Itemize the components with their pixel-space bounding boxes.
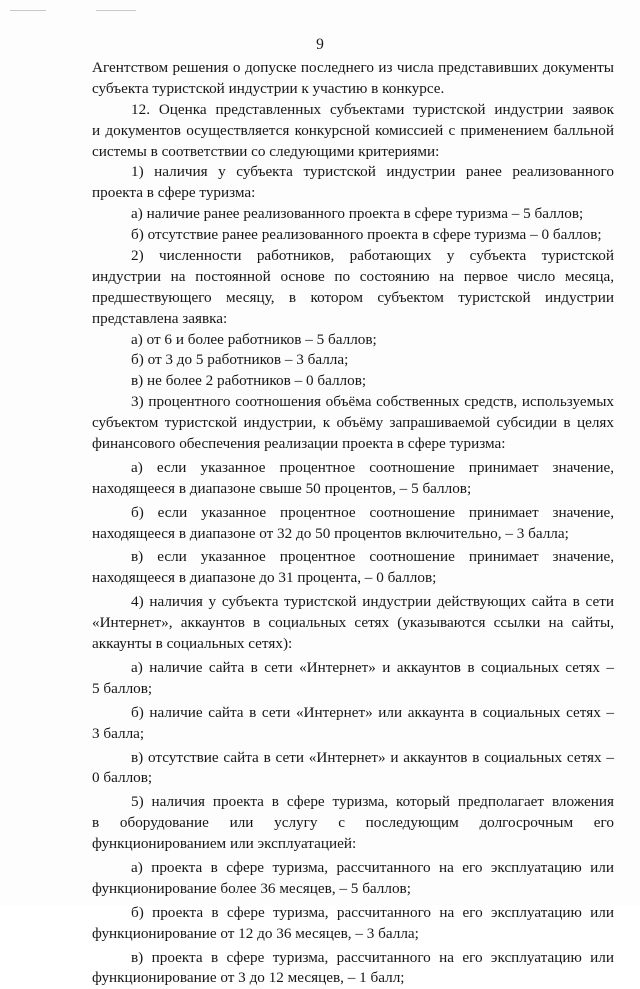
text-line: 5) наличия проекта в сфере туризма, который предполагает вложения bbox=[131, 793, 614, 811]
text-line: субъектом туристской индустрии, к объёму запрашиваемой субсидии в целях bbox=[92, 414, 614, 432]
text-line: функционирование от 3 до 12 месяцев, – 1 балл; bbox=[92, 969, 405, 987]
text-line: в) проекта в сфере туризма, рассчитанного на его эксплуатацию или bbox=[131, 948, 614, 966]
text-line: находящееся в диапазоне от 32 до 50 процентов включительно, – 3 балла; bbox=[92, 524, 569, 542]
text-line: индустрии на постоянной основе по состоянию на первое число месяца, bbox=[92, 267, 614, 285]
document-body bbox=[92, 58, 614, 989]
text-line: 0 баллов; bbox=[92, 769, 153, 787]
text-line: 1) наличия у субъекта туристской индустрии ранее реализованного bbox=[131, 163, 614, 181]
text-line: 3) процентного соотношения объёма собственных средств, используемых bbox=[131, 393, 614, 411]
text-line: аккаунты в социальных сетях): bbox=[92, 635, 293, 653]
text-line: в) не более 2 работников – 0 баллов; bbox=[131, 372, 367, 390]
text-line: б) если указанное процентное соотношение принимает значение, bbox=[131, 503, 614, 521]
text-line: б) отсутствие ранее реализованного проекта в сфере туризма – 0 баллов; bbox=[131, 226, 602, 244]
text-line: в) отсутствие сайта в сети «Интернет» и аккаунтов в социальных сетях – bbox=[131, 748, 614, 766]
text-line: а) наличие сайта в сети «Интернет» и аккаунтов в социальных сетях – bbox=[131, 658, 614, 676]
text-line: функционированием или эксплуатацией: bbox=[92, 835, 357, 853]
text-line: 3 балла; bbox=[92, 724, 145, 742]
text-line: а) наличие ранее реализованного проекта в сфере туризма – 5 баллов; bbox=[131, 205, 584, 223]
text-line: проекта в сфере туризма: bbox=[92, 184, 256, 202]
text-line: функционирование более 36 месяцев, – 5 баллов; bbox=[92, 879, 411, 897]
text-line: б) от 3 до 5 работников – 3 балла; bbox=[131, 351, 349, 369]
text-line: а) от 6 и более работников – 5 баллов; bbox=[131, 330, 377, 348]
text-line: 4) наличия у субъекта туристской индустрии действующих сайта в сети bbox=[131, 593, 614, 611]
text-line: субъекта туристской индустрии к участию в конкурсе. bbox=[92, 79, 445, 97]
text-line: б) наличие сайта в сети «Интернет» или аккаунта в социальных сетях – bbox=[131, 703, 614, 721]
text-line: находящееся в диапазоне свыше 50 процентов, – 5 баллов; bbox=[92, 479, 472, 497]
text-line: а) проекта в сфере туризма, рассчитанного на его эксплуатацию или bbox=[131, 858, 614, 876]
scan-artifact bbox=[96, 10, 136, 11]
text-line: функционирование от 12 до 36 месяцев, – 3 балла; bbox=[92, 924, 419, 942]
text-line: системы в соответствии со следующими критериями: bbox=[92, 142, 440, 160]
text-line: в оборудование или услугу с последующим долгосрочным его bbox=[92, 814, 614, 832]
text-line: 5 баллов; bbox=[92, 679, 153, 697]
text-line: в) если указанное процентное соотношение принимает значение, bbox=[131, 548, 614, 566]
text-line: 12. Оценка представленных субъектами туристской индустрии заявок bbox=[131, 100, 614, 118]
scan-artifact bbox=[10, 10, 46, 11]
text-line: а) если указанное процентное соотношение принимает значение, bbox=[131, 458, 614, 476]
text-line: предшествующего месяцу, в котором субъектом туристской индустрии bbox=[92, 288, 614, 306]
text-line: 2) численности работников, работающих у субъекта туристской bbox=[131, 247, 614, 265]
text-line: «Интернет», аккаунтов в социальных сетях (указываются ссылки на сайты, bbox=[92, 614, 614, 632]
text-line: находящееся в диапазоне до 31 процента, – 0 баллов; bbox=[92, 569, 437, 587]
text-line: б) проекта в сфере туризма, рассчитанного на его эксплуатацию или bbox=[131, 903, 614, 921]
page-number: 9 bbox=[316, 36, 324, 53]
text-line: Агентством решения о допуске последнего из числа представивших документы bbox=[92, 59, 614, 76]
text-line: финансового обеспечения реализации проекта в сфере туризма: bbox=[92, 435, 506, 453]
text-line: представлена заявка: bbox=[92, 309, 228, 327]
text-line: и документов осуществляется конкурсной комиссией с применением балльной bbox=[92, 121, 614, 139]
